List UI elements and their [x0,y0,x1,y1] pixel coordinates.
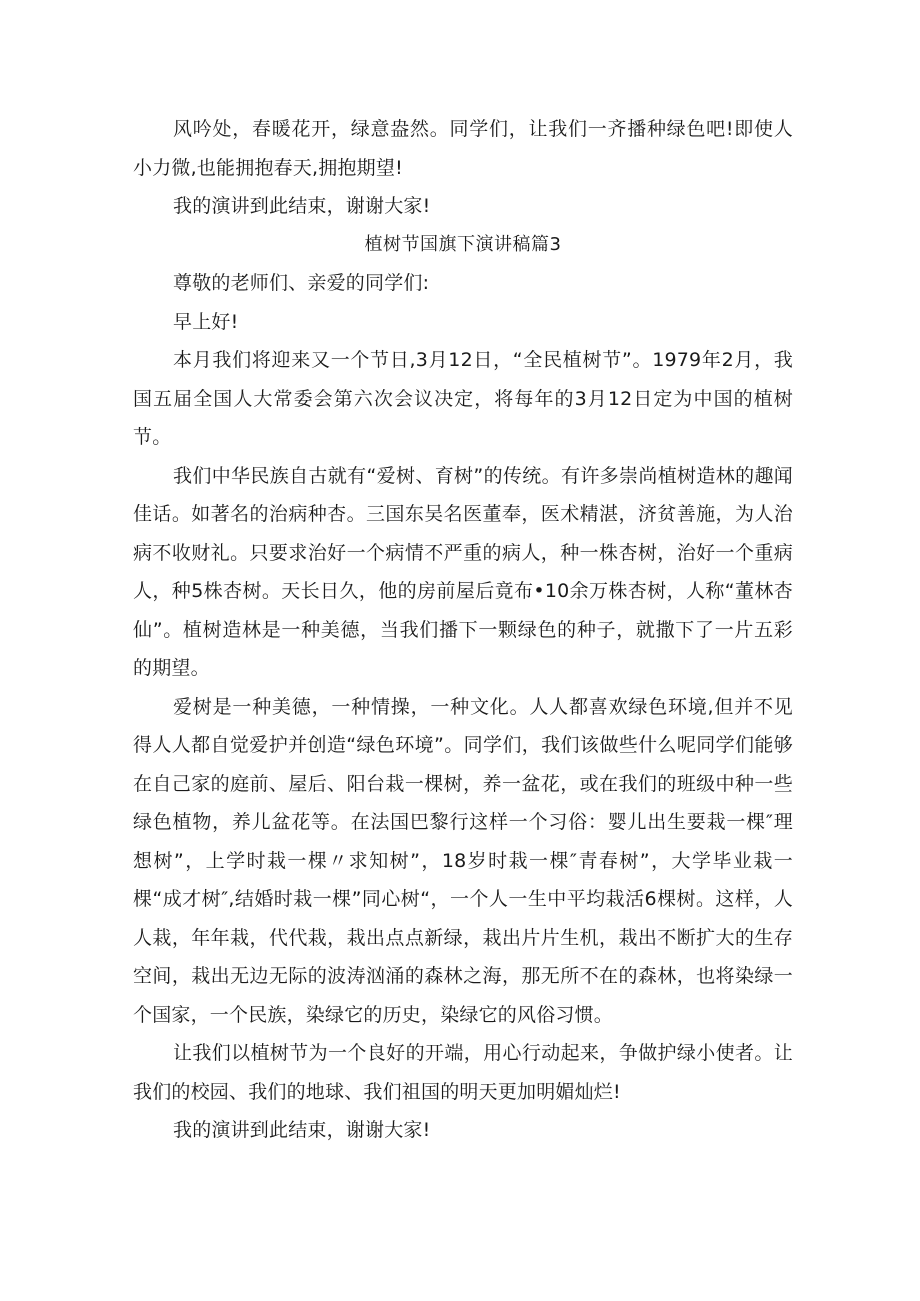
greeting: 早上好! [173,310,239,333]
paragraph-thanks: 我的演讲到此结束，谢谢大家! [173,1119,431,1141]
document-body [133,110,793,1150]
paragraph-love-trees: 爱树是一种美德，一种情操，一种文化。人人都喜欢绿色环境,但并不见得人人都自觉爱护并创造“绿色环境”。同学们，我们该做些什么呢同学们能够在自己家的庭前、屋后、阳台栽一棵树，养一盆花，或在我们的班级中种一些绿色植物，养儿盆花等。在法国巴黎行这样一个习俗：婴儿出生要栽一棵″理想树”，上学时栽一棵〃求知树”，18岁时栽一棵″青春树”，大学毕业栽一棵“成才树″,结婚时栽一棵”同心树“，一个人一生中平均栽活6棵树。这样，人人栽，年年栽，代代栽，栽出点点新绿，栽出片片生机，栽出不断扩大的生存空间，栽出无边无际的波涛汹涌的森林之海，那无所不在的森林，也将染绿一个国家，一个民族，染绿它的历史，染绿它的风俗习惯。 [133,695,793,1026]
paragraph-arbor-day-intro: 本月我们将迎来又一个节日,3月12日，“全民植树节”。1979年2月，我国五届全国人大常委会第六次会议决定，将每年的3月12日定为中国的植树节。 [133,349,793,448]
paragraph-call-to-action: 让我们以植树节为一个良好的开端，用心行动起来，争做护绿小使者。让我们的校园、我们的地球、我们祖国的明天更加明媚灿烂! [133,1042,793,1103]
paragraph-tradition: 我们中华民族自古就有“爱树、育树”的传统。有许多崇尚植树造林的趣闻佳话。如著名的治病种杏。三国东吴名医董奉，医术精湛，济贫善施，为人治病不收财礼。只要求治好一个病情不严重的病人，种一株杏树，治好一个重病人，种5株杏树。天长日久，他的房前屋后竟布•10余万株杏树，人称“董林杏仙”。植树造林是一种美德，当我们播下一颗绿色的种子，就撒下了一片五彩的期望。 [133,464,793,679]
paragraph-closing-previous: 风吟处，春暖花开，绿意盎然。同学们，让我们一齐播种绿色吧!即使人小力微,也能拥抱春天,拥抱期望! [133,118,793,179]
section-title: 植树节国旗下演讲稿篇3 [364,233,562,255]
paragraph-thanks-previous: 我的演讲到此结束，谢谢大家! [173,195,431,217]
salutation: 尊敬的老师们、亲爱的同学们: [173,272,430,294]
